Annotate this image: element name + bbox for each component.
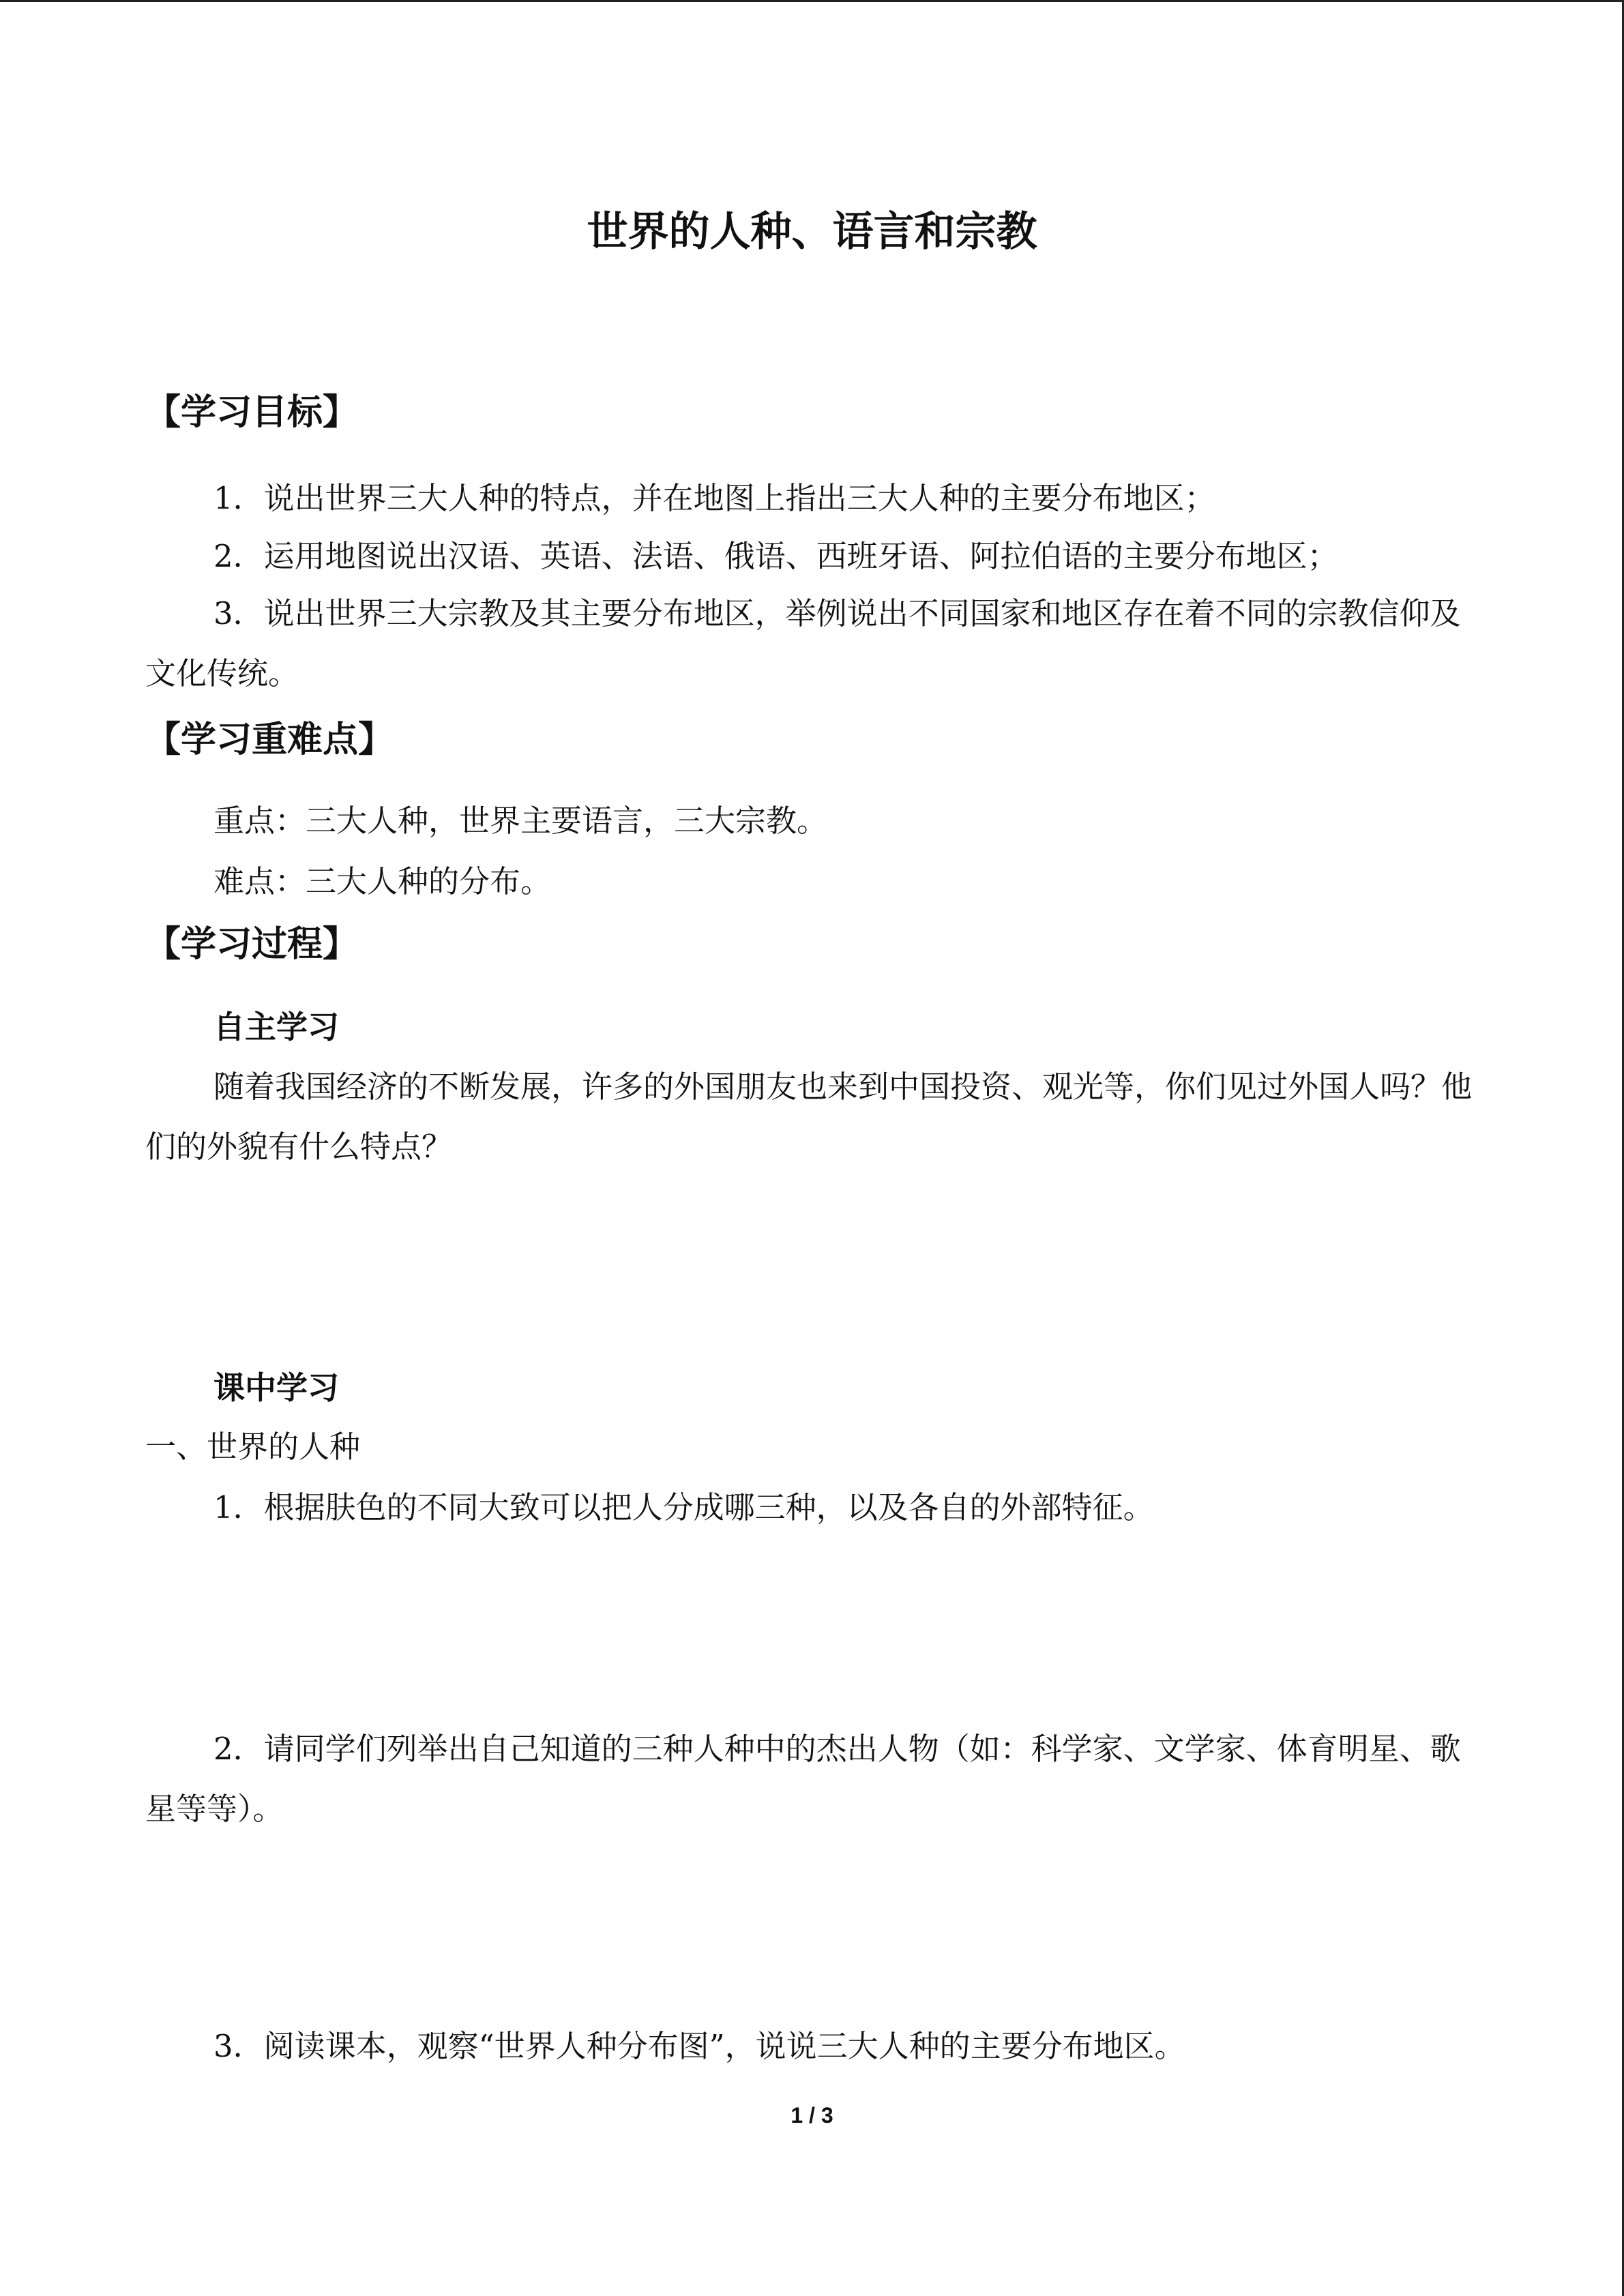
key-points-heading: 【学习重难点】 (145, 719, 394, 760)
document-title: 世界的人种、语言和宗教 (587, 208, 1037, 256)
objective-item-2: 2．运用地图说出汉语、英语、法语、俄语、西班牙语、阿拉伯语的主要分布地区； (213, 538, 1338, 574)
objectives-heading: 【学习目标】 (145, 391, 359, 433)
objective-item-3: 3．说出世界三大宗教及其主要分布地区，举例说出不同国家和地区存在着不同的宗教信仰及文化传统。 (145, 595, 1461, 691)
part-one-heading: 一、世界的人种 (145, 1429, 361, 1465)
key-point-text: 重点：三大人种，世界主要语言，三大宗教。 (213, 803, 828, 839)
class-study-heading: 课中学习 (213, 1369, 339, 1406)
question-2: 2．请同学们列举出自己知道的三种人种中的杰出人物（如：科学家、文学家、体育明星、歌星等等）。 (145, 1731, 1461, 1827)
question-1: 1．根据肤色的不同大致可以把人分成哪三种，以及各自的外部特征。 (213, 1489, 1154, 1525)
self-study-text: 随着我国经济的不断发展，许多的外国朋友也来到中国投资、观光等，你们见过外国人吗？他们的外貌有什么特点？ (145, 1069, 1473, 1165)
self-study-heading: 自主学习 (213, 1009, 339, 1045)
question-3: 3．阅读课本，观察“世界人种分布图”，说说三大人种的主要分布地区。 (213, 2028, 1185, 2064)
difficult-point-text: 难点：三大人种的分布。 (213, 863, 552, 899)
process-heading: 【学习过程】 (145, 923, 359, 965)
page-border-top (0, 0, 1624, 2)
objective-item-1: 1．说出世界三大人种的特点，并在地图上指出三大人种的主要分布地区； (213, 480, 1215, 516)
page-number: 1 / 3 (791, 2103, 833, 2128)
